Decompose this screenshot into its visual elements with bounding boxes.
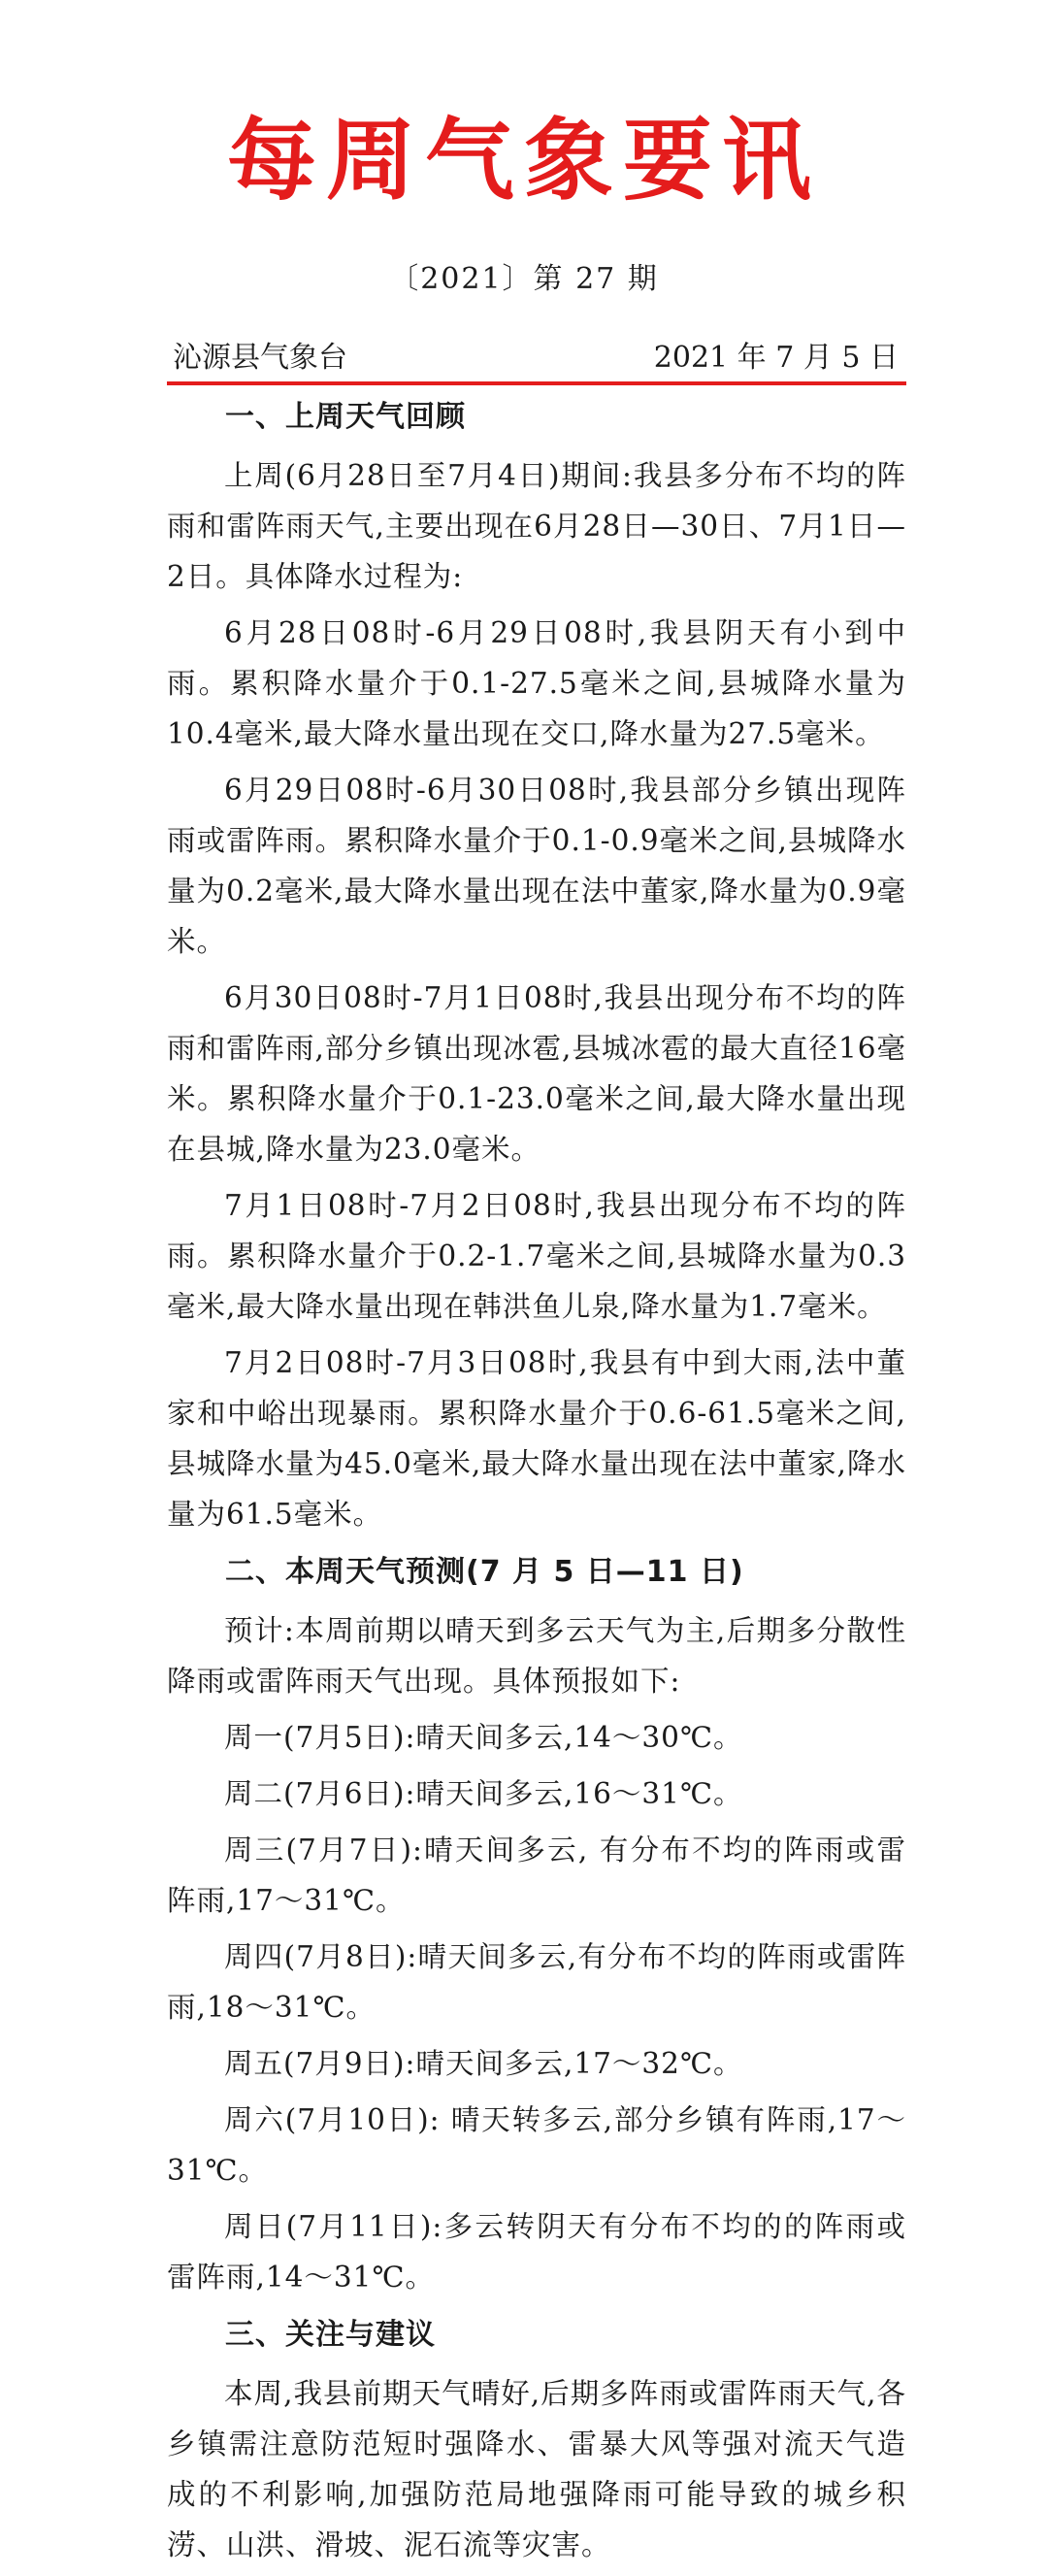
review-paragraph: 6月30日08时-7月1日08时,我县出现分布不均的阵雨和雷阵雨,部分乡镇出现冰雹,县城冰雹的最大直径16毫米。累积降水量介于0.1-23.0毫米之间,最大降水量出现在县城,降水量为23.0毫米。 (167, 981, 906, 1166)
red-divider (167, 381, 906, 385)
section-heading-review: 一、上周天气回顾 (225, 400, 466, 434)
organization-name: 沁源县气象台 (173, 341, 347, 375)
section-heading-advice: 三、关注与建议 (225, 2318, 436, 2352)
header-row (167, 338, 904, 379)
forecast-day: 周五(7月9日):晴天间多云,17～32℃。 (224, 2047, 743, 2080)
review-paragraph: 上周(6月28日至7月4日)期间:我县多分布不均的阵雨和雷阵雨天气,主要出现在6月28日—30日、7月1日—2日。具体降水过程为: (167, 459, 906, 593)
forecast-intro: 预计:本周前期以晴天到多云天气为主,后期多分散性降雨或雷阵雨天气出现。具体预报如下: (167, 1614, 906, 1698)
forecast-day: 周三(7月7日):晴天间多云, 有分布不均的阵雨或雷阵雨,17～31℃。 (167, 1833, 906, 1917)
issue-number: 〔2021〕第 27 期 (389, 262, 659, 296)
bulletin-title: 每周气象要讯 (226, 108, 821, 213)
forecast-day: 周二(7月6日):晴天间多云,16～31℃。 (224, 1777, 743, 1810)
issue-date: 2021 年 7 月 5 日 (653, 341, 899, 375)
forecast-day: 周日(7月11日):多云转阴天有分布不均的的阵雨或雷阵雨,14～31℃。 (167, 2210, 906, 2294)
forecast-day: 周一(7月5日):晴天间多云,14～30℃。 (224, 1721, 743, 1754)
forecast-day: 周四(7月8日):晴天间多云,有分布不均的阵雨或雷阵雨,18～31℃。 (167, 1940, 906, 2024)
forecast-day: 周六(7月10日): 晴天转多云,部分乡镇有阵雨,17～31℃。 (167, 2103, 906, 2187)
advice-paragraph: 本周,我县前期天气晴好,后期多阵雨或雷阵雨天气,各乡镇需注意防范短时强降水、雷暴大风等强对流天气造成的不利影响,加强防范局地强降雨可能导致的城乡积涝、山洪、滑坡、泥石流等灾害。 (167, 2377, 906, 2561)
bulletin-body (167, 390, 906, 2576)
review-paragraph: 7月2日08时-7月3日08时,我县有中到大雨,法中董家和中峪出现暴雨。累积降水量介于0.6-61.5毫米之间,县城降水量为45.0毫米,最大降水量出现在法中董家,降水量为61.5毫米。 (167, 1346, 906, 1531)
section-heading-forecast: 二、本周天气预测(7 月 5 日—11 日) (225, 1555, 744, 1589)
review-paragraph: 6月28日08时-6月29日08时,我县阴天有小到中雨。累积降水量介于0.1-27.5毫米之间,县城降水量为10.4毫米,最大降水量出现在交口,降水量为27.5毫米。 (167, 616, 906, 750)
review-paragraph: 7月1日08时-7月2日08时,我县出现分布不均的阵雨。累积降水量介于0.2-1.7毫米之间,县城降水量为0.3毫米,最大降水量出现在韩洪鱼儿泉,降水量为1.7毫米。 (167, 1189, 906, 1323)
review-paragraph: 6月29日08时-6月30日08时,我县部分乡镇出现阵雨或雷阵雨。累积降水量介于0.1-0.9毫米之间,县城降水量为0.2毫米,最大降水量出现在法中董家,降水量为0.9毫米。 (167, 774, 906, 958)
